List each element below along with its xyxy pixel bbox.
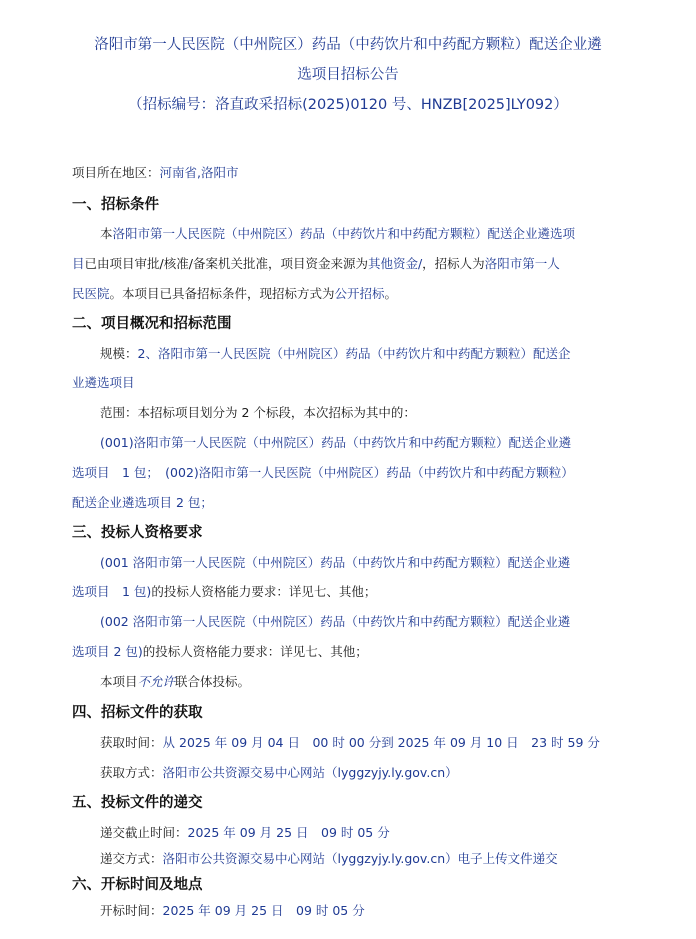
- section-1-heading: 一、招标条件: [72, 197, 159, 213]
- notice-title-line-2: 选项目招标公告: [297, 67, 399, 83]
- lot-ref: 选项目 1 包): [72, 584, 152, 599]
- section-5-heading: 五、投标文件的递交: [72, 795, 203, 811]
- scale-value: 2、洛阳市第一人民医院（中州院区）药品（中药饮片和中药配方颗粒）配送企: [137, 346, 571, 361]
- text-run: 的投标人资格能力要求：详见七、其他；: [142, 644, 368, 659]
- region-value: 河南省,洛阳市: [159, 165, 239, 180]
- tender-number: （招标编号：洛直政采招标(2025)0120 号、HNZB[2025]LY092）: [128, 97, 568, 113]
- text-run: 。: [384, 286, 398, 301]
- obtain-method-value: 洛阳市公共资源交易中心网站（lyggzyjy.ly.gov.cn）: [162, 765, 458, 780]
- s1-paragraph-line-2: [72, 249, 612, 279]
- submit-method-value: 洛阳市公共资源交易中心网站（lyggzyjy.ly.gov.cn）电子上传文件递交: [162, 851, 558, 866]
- text-run: 联合体投标。: [175, 674, 251, 689]
- text-run: 。本项目已具备招标条件，现招标方式为: [109, 286, 335, 301]
- text-run: 本: [100, 226, 113, 241]
- section-6-heading: 六、开标时间及地点: [72, 877, 203, 893]
- opening-time: [100, 896, 640, 926]
- text-run: 本项目: [100, 674, 138, 689]
- text-run: ，招标人为: [422, 256, 485, 271]
- tenderer-name: 洛阳市第一人: [484, 256, 560, 271]
- lot-line-3: 配送企业遴选项目 2 包；: [72, 495, 213, 510]
- lot-line-1: (001)洛阳市第一人民医院（中州院区）药品（中药饮片和中药配方颗粒）配送企业遴: [100, 435, 572, 450]
- submit-deadline-label: 递交截止时间：: [100, 825, 188, 840]
- range-text: 范围：本招标项目划分为 2 个标段，本次招标为其中的：: [100, 405, 416, 420]
- submit-deadline-value: 2025 年 09 月 25 日 09 时 05 分: [187, 825, 390, 840]
- text-run: 目: [72, 256, 85, 271]
- fund-source: 其他资金/: [367, 256, 423, 271]
- obtain-time: [100, 728, 640, 758]
- qualification-2-line-2: [72, 637, 612, 667]
- consortium-line: [100, 667, 640, 697]
- lot-line-2: 选项目 1 包； (002)洛阳市第一人民医院（中州院区）药品（中药饮片和中药配方颗粒）: [72, 465, 574, 480]
- qualification-2-line-1: (002 洛阳市第一人民医院（中州院区）药品（中药饮片和中药配方颗粒）配送企业遴: [100, 614, 571, 629]
- consortium-value: 不允许: [137, 674, 176, 689]
- region-label: 项目所在地区：: [72, 165, 160, 180]
- opening-time-value: 2025 年 09 月 25 日 09 时 05 分: [162, 903, 365, 918]
- s1-paragraph-line-1: [100, 219, 640, 249]
- project-region: [72, 158, 612, 188]
- lot-ref: 选项目 2 包): [72, 644, 143, 659]
- obtain-time-label: 获取时间：: [100, 735, 163, 750]
- submit-method-label: 递交方式：: [100, 851, 163, 866]
- text-run: 已由项目审批/核准/备案机关批准，项目资金来源为: [84, 256, 368, 271]
- section-3-heading: 三、投标人资格要求: [72, 525, 203, 541]
- scale-line-2: 业遴选项目: [72, 375, 135, 390]
- tender-method: 公开招标: [334, 286, 385, 301]
- obtain-time-value: 从 2025 年 09 月 04 日 00 时 00 分到 2025 年 09 月 10 日 23 时 59 分: [162, 735, 600, 750]
- text-run: 的投标人资格能力要求：详见七、其他；: [151, 584, 377, 599]
- scale-line-1: [100, 339, 640, 369]
- s1-paragraph-line-3: [72, 279, 612, 309]
- obtain-method: [100, 758, 640, 788]
- project-name: 洛阳市第一人民医院（中州院区）药品（中药饮片和中药配方颗粒）配送企业遴选项: [112, 226, 576, 241]
- tenderer-name-end: 民医院: [72, 286, 110, 301]
- section-2-heading: 二、项目概况和招标范围: [72, 316, 232, 332]
- section-4-heading: 四、招标文件的获取: [72, 705, 203, 721]
- opening-time-label: 开标时间：: [100, 903, 163, 918]
- qualification-1-line-2: [72, 577, 612, 607]
- scale-label: 规模：: [100, 346, 138, 361]
- qualification-1-line-1: (001 洛阳市第一人民医院（中州院区）药品（中药饮片和中药配方颗粒）配送企业遴: [100, 555, 571, 570]
- notice-title-line-1: 洛阳市第一人民医院（中州院区）药品（中药饮片和中药配方颗粒）配送企业遴: [94, 37, 602, 53]
- obtain-method-label: 获取方式：: [100, 765, 163, 780]
